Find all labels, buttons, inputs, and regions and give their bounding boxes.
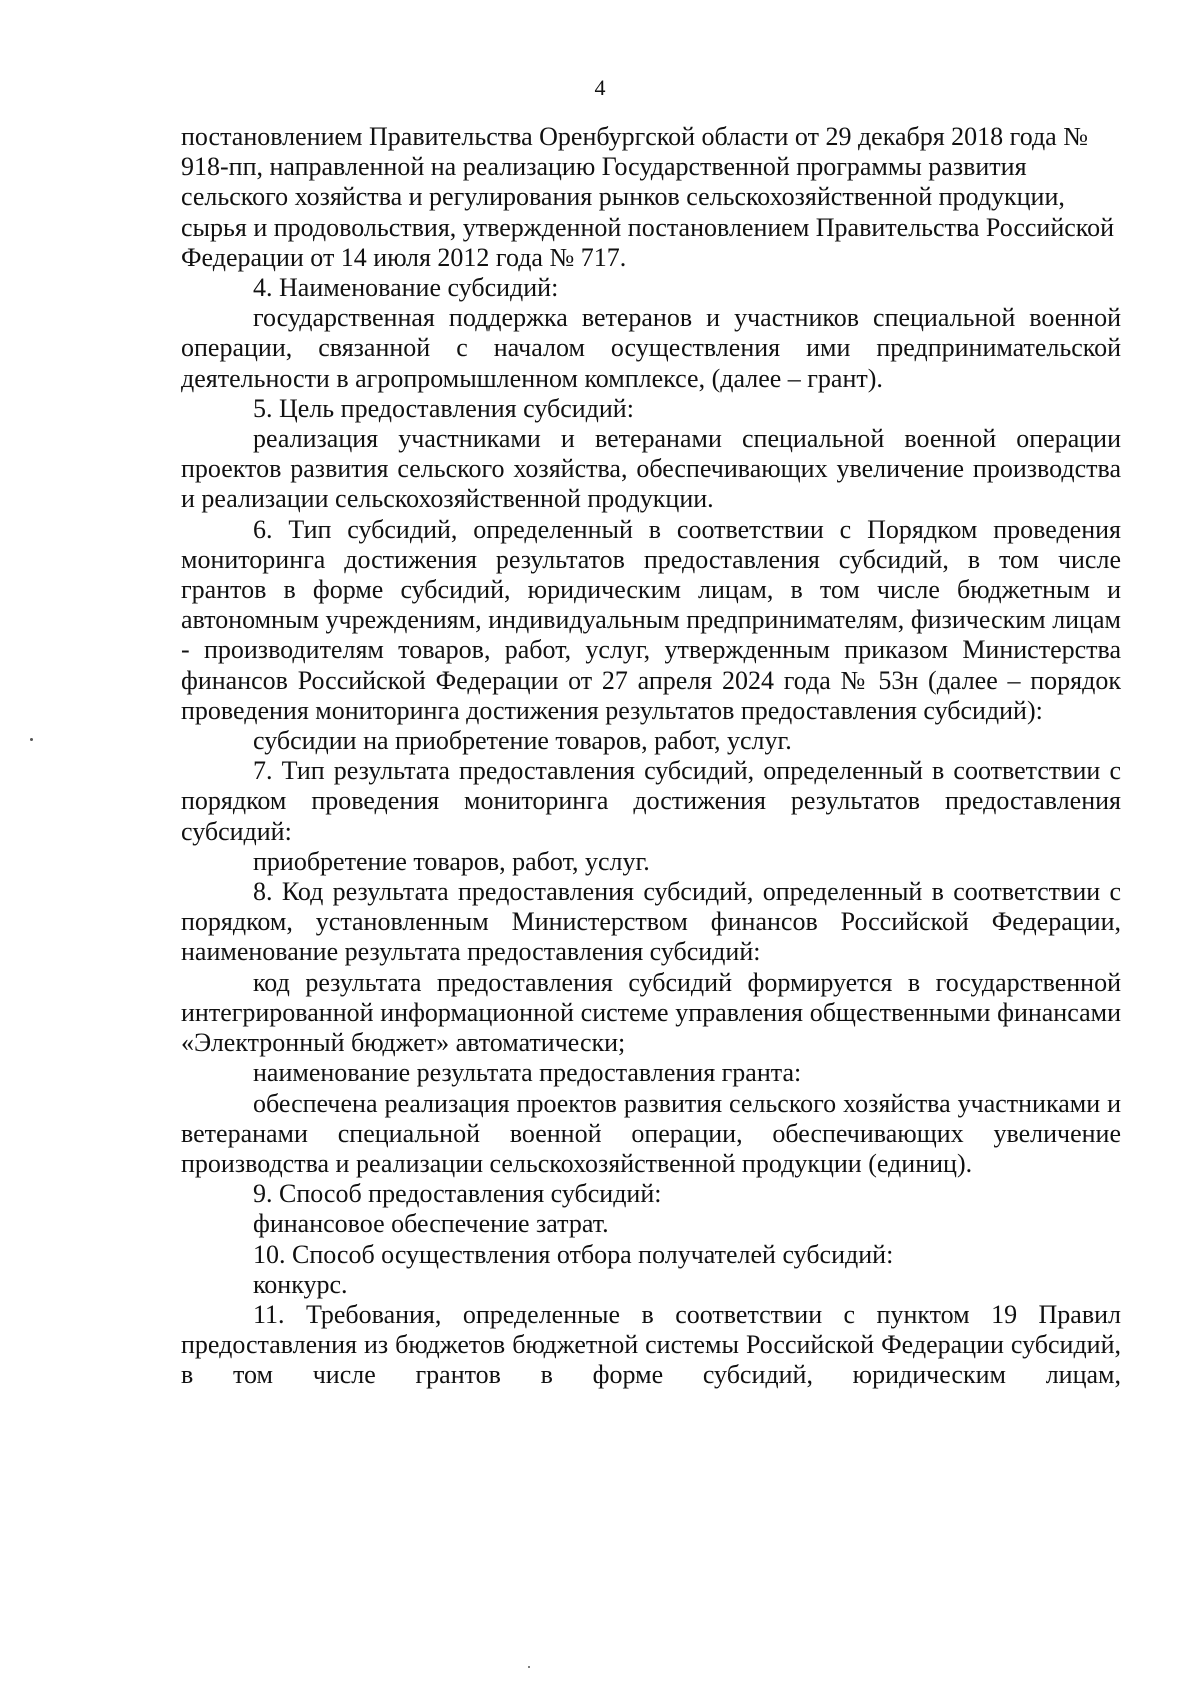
item-11-heading: 11. Требования, определенные в соответствии с пунктом 19 Правил предоставления из бюджетов бюджетной системы Российской Федерации субсидий, в том числе грантов в форме субсидий, юридическим лицам, — [181, 1299, 1121, 1390]
item-9-body: финансовое обеспечение затрат. — [253, 1209, 609, 1239]
item-5-body: реализация участниками и ветеранами специальной военной операции проектов развития сельского хозяйства, обеспечивающих увеличение производства и реализации сельскохозяйственной продукции. — [181, 424, 1121, 514]
item-6-body: субсидии на приобретение товаров, работ, услуг. — [253, 726, 792, 756]
item-8-heading: 8. Код результата предоставления субсидий, определенный в соответствии с порядком, установленным Министерством финансов Российской Федерации, наименование результата предоставления субсидий: — [181, 877, 1121, 967]
item-10-body: конкурс. — [253, 1269, 348, 1299]
scan-speck — [30, 738, 33, 741]
item-5-heading: 5. Цель предоставления субсидий: — [253, 393, 634, 423]
item-7-heading: 7. Тип результата предоставления субсидий, определенный в соответствии с порядком проведения мониторинга достижения результатов предоставления субсидий: — [181, 756, 1121, 846]
page-number: 4 — [594, 75, 606, 100]
item-10-heading: 10. Способ осуществления отбора получателей субсидий: — [253, 1239, 894, 1269]
item-9-heading: 9. Способ предоставления субсидий: — [253, 1179, 662, 1209]
item-8-result-name-label: наименование результата предоставления гранта: — [253, 1058, 802, 1088]
document-body — [181, 122, 1121, 1391]
item-8-result-name: обеспечена реализация проектов развития сельского хозяйства участниками и ветеранами специальной военной операции, обеспечивающих увеличение производства и реализации сельскохозяйственной продукции (единиц). — [181, 1088, 1121, 1178]
item-7-body: приобретение товаров, работ, услуг. — [253, 846, 650, 876]
item-6-heading: 6. Тип субсидий, определенный в соответствии с Порядком проведения мониторинга достижения результатов предоставления субсидий, в том числе грантов в форме субсидий, юридическим лицам, в том числе бюджетным и автономным учреждениям, индивидуальным предпринимателям, физическим лицам - производителям товаров, работ, услуг, утвержденным приказом Министерства финансов Российской Федерации от 27 апреля 2024 года № 53н (далее – порядок проведения мониторинга достижения результатов предоставления субсидий): — [181, 514, 1121, 725]
item-4-body: государственная поддержка ветеранов и участников специальной военной операции, связанной с началом осуществления ими предпринимательской деятельности в агропромышленном комплексе, (далее – грант). — [181, 303, 1121, 393]
scan-speck — [528, 1666, 530, 1668]
paragraph-continuation: постановлением Правительства Оренбургской области от 29 декабря 2018 года № 918-пп, направленной на реализацию Государственной программы развития сельского хозяйства и регулирования рынков сельскохозяйственной продукции, сырья и продовольствия, утвержденной постановлением Правительства Российской Федерации от 14 июля 2012 года № 717. — [181, 122, 1115, 272]
item-4-heading: 4. Наименование субсидий: — [253, 273, 559, 303]
item-8-code-text: код результата предоставления субсидий формируется в государственной интегрированной информационной системе управления общественными финансами «Электронный бюджет» автоматически; — [181, 967, 1121, 1058]
